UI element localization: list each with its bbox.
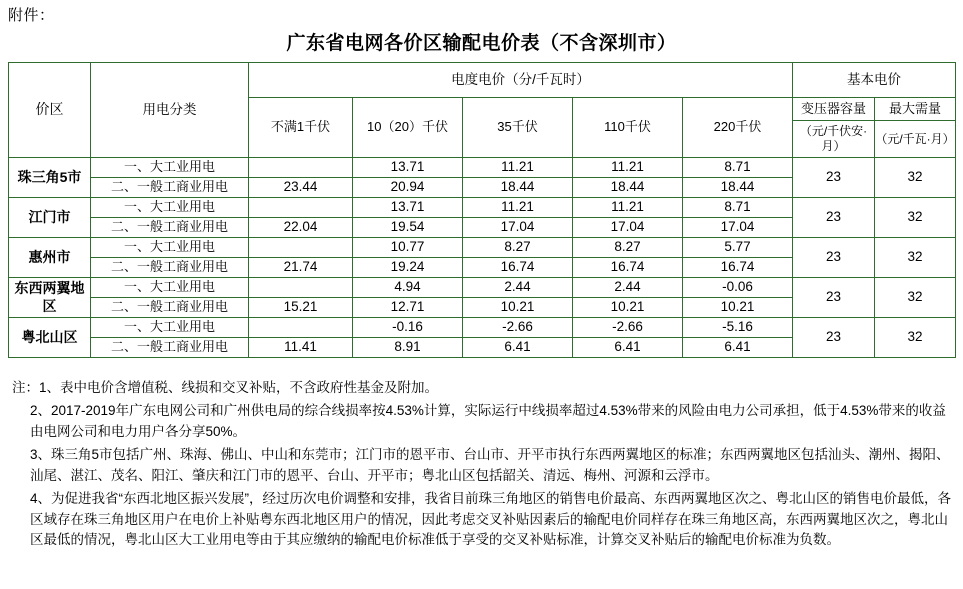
cell-220kv: 10.21 xyxy=(683,298,793,318)
row-region: 惠州市 xyxy=(9,238,91,278)
table-row xyxy=(9,198,956,218)
row-category-large-industry: 一、大工业用电 xyxy=(91,238,249,258)
table-body xyxy=(9,158,956,358)
cell-35kv: -2.66 xyxy=(463,318,573,338)
cell-10kv: 8.91 xyxy=(353,338,463,358)
cell-10kv: 19.24 xyxy=(353,258,463,278)
note-4: 4、为促进我省“东西北地区振兴发展”，经过历次电价调整和安排，我省目前珠三角地区的销售电价最高、东西两翼地区次之、粤北山区的销售电价最低，各区域存在珠三角地区用户在电价上补贴粤东西北地区用户的情况，因此考虑交叉补贴因素后的输配电价同样存在珠三角地区高，东西两翼地区次之，粤北山区最低的情况，粤北山区大工业用电等由于其应缴纳的输配电价标准低于享受的交叉补贴标准，计算交叉补贴后的输配电价标准为负数。 xyxy=(30,490,951,548)
cell-110kv: 6.41 xyxy=(573,338,683,358)
cell-under1kv: 23.44 xyxy=(249,178,353,198)
cell-35kv: 11.21 xyxy=(463,198,573,218)
header-energy-price-group: 电度电价（分/千瓦时） xyxy=(249,63,793,98)
cell-220kv: -5.16 xyxy=(683,318,793,338)
cell-35kv: 6.41 xyxy=(463,338,573,358)
row-category-general-commerce: 二、一般工商业用电 xyxy=(91,298,249,318)
cell-110kv: 18.44 xyxy=(573,178,683,198)
row-category-general-commerce: 二、一般工商业用电 xyxy=(91,178,249,198)
cell-220kv: 8.71 xyxy=(683,198,793,218)
note-2: 2、2017-2019年广东电网公司和广州供电局的综合线损率按4.53%计算，实际运行中线损率超过4.53%带来的风险由电力公司承担，低于4.53%带来的收益由电网公司和电力用户各分享50%。 xyxy=(30,402,946,439)
cell-10kv: 19.54 xyxy=(353,218,463,238)
cell-max-demand: 32 xyxy=(875,238,956,278)
header-basic-price-group: 基本电价 xyxy=(793,63,956,98)
cell-110kv: 10.21 xyxy=(573,298,683,318)
note-3: 3、珠三角5市包括广州、珠海、佛山、中山和东莞市；江门市的恩平市、台山市、开平市执行东西两翼地区的标准；东西两翼地区包括汕头、潮州、揭阳、汕尾、湛江、茂名、阳江、肇庆和江门市的恩平、台山、开平市；粤北山区包括韶关、清远、梅州、河源和云浮市。 xyxy=(30,446,950,483)
notes-section xyxy=(8,378,955,553)
cell-110kv: -2.66 xyxy=(573,318,683,338)
cell-under1kv: 21.74 xyxy=(249,258,353,278)
table-row xyxy=(9,278,956,298)
cell-under1kv: 11.41 xyxy=(249,338,353,358)
cell-35kv: 2.44 xyxy=(463,278,573,298)
row-region: 江门市 xyxy=(9,198,91,238)
note-1: 注：1、表中电价含增值税、线损和交叉补贴，不含政府性基金及附加。 xyxy=(12,380,439,395)
cell-110kv: 11.21 xyxy=(573,198,683,218)
header-voltage-under-1kv: 不满1千伏 xyxy=(249,98,353,158)
cell-under1kv xyxy=(249,158,353,178)
header-max-demand-unit: （元/千瓦·月） xyxy=(875,121,956,158)
cell-10kv: 10.77 xyxy=(353,238,463,258)
cell-110kv: 11.21 xyxy=(573,158,683,178)
cell-max-demand: 32 xyxy=(875,318,956,358)
cell-220kv: -0.06 xyxy=(683,278,793,298)
cell-max-demand: 32 xyxy=(875,198,956,238)
cell-220kv: 8.71 xyxy=(683,158,793,178)
row-category-general-commerce: 二、一般工商业用电 xyxy=(91,338,249,358)
cell-under1kv: 15.21 xyxy=(249,298,353,318)
table-header-row-1 xyxy=(9,63,956,98)
row-category-large-industry: 一、大工业用电 xyxy=(91,198,249,218)
cell-220kv: 5.77 xyxy=(683,238,793,258)
cell-transformer-capacity: 23 xyxy=(793,238,875,278)
cell-10kv: 12.71 xyxy=(353,298,463,318)
header-region: 价区 xyxy=(9,63,91,158)
cell-under1kv xyxy=(249,278,353,298)
row-region: 东西两翼地区 xyxy=(9,278,91,318)
cell-transformer-capacity: 23 xyxy=(793,158,875,198)
table-row xyxy=(9,238,956,258)
cell-110kv: 17.04 xyxy=(573,218,683,238)
cell-35kv: 8.27 xyxy=(463,238,573,258)
cell-max-demand: 32 xyxy=(875,158,956,198)
cell-transformer-capacity: 23 xyxy=(793,318,875,358)
header-category: 用电分类 xyxy=(91,63,249,158)
cell-under1kv xyxy=(249,238,353,258)
cell-35kv: 11.21 xyxy=(463,158,573,178)
table-row xyxy=(9,158,956,178)
cell-220kv: 16.74 xyxy=(683,258,793,278)
row-region: 珠三角5市 xyxy=(9,158,91,198)
cell-35kv: 18.44 xyxy=(463,178,573,198)
row-region: 粤北山区 xyxy=(9,318,91,358)
cell-transformer-capacity: 23 xyxy=(793,198,875,238)
cell-transformer-capacity: 23 xyxy=(793,278,875,318)
cell-max-demand: 32 xyxy=(875,278,956,318)
cell-110kv: 2.44 xyxy=(573,278,683,298)
cell-220kv: 18.44 xyxy=(683,178,793,198)
cell-35kv: 16.74 xyxy=(463,258,573,278)
cell-220kv: 17.04 xyxy=(683,218,793,238)
cell-10kv: 4.94 xyxy=(353,278,463,298)
attachment-label: 附件： xyxy=(8,7,55,24)
header-voltage-110kv: 110千伏 xyxy=(573,98,683,158)
row-category-large-industry: 一、大工业用电 xyxy=(91,158,249,178)
cell-under1kv xyxy=(249,318,353,338)
cell-10kv: 13.71 xyxy=(353,158,463,178)
cell-110kv: 8.27 xyxy=(573,238,683,258)
row-category-large-industry: 一、大工业用电 xyxy=(91,278,249,298)
cell-110kv: 16.74 xyxy=(573,258,683,278)
cell-220kv: 6.41 xyxy=(683,338,793,358)
table-row xyxy=(9,318,956,338)
transmission-price-table xyxy=(8,62,956,358)
cell-10kv: -0.16 xyxy=(353,318,463,338)
cell-10kv: 20.94 xyxy=(353,178,463,198)
row-category-general-commerce: 二、一般工商业用电 xyxy=(91,218,249,238)
header-max-demand: 最大需量 xyxy=(875,98,956,121)
cell-under1kv: 22.04 xyxy=(249,218,353,238)
page-title: 广东省电网各价区输配电价表（不含深圳市） xyxy=(286,33,677,54)
header-voltage-220kv: 220千伏 xyxy=(683,98,793,158)
cell-10kv: 13.71 xyxy=(353,198,463,218)
header-voltage-10kv: 10（20）千伏 xyxy=(353,98,463,158)
header-transformer-unit: （元/千伏安·月） xyxy=(793,121,875,158)
row-category-large-industry: 一、大工业用电 xyxy=(91,318,249,338)
row-category-general-commerce: 二、一般工商业用电 xyxy=(91,258,249,278)
header-transformer-capacity: 变压器容量 xyxy=(793,98,875,121)
cell-under1kv xyxy=(249,198,353,218)
cell-35kv: 10.21 xyxy=(463,298,573,318)
header-voltage-35kv: 35千伏 xyxy=(463,98,573,158)
cell-35kv: 17.04 xyxy=(463,218,573,238)
